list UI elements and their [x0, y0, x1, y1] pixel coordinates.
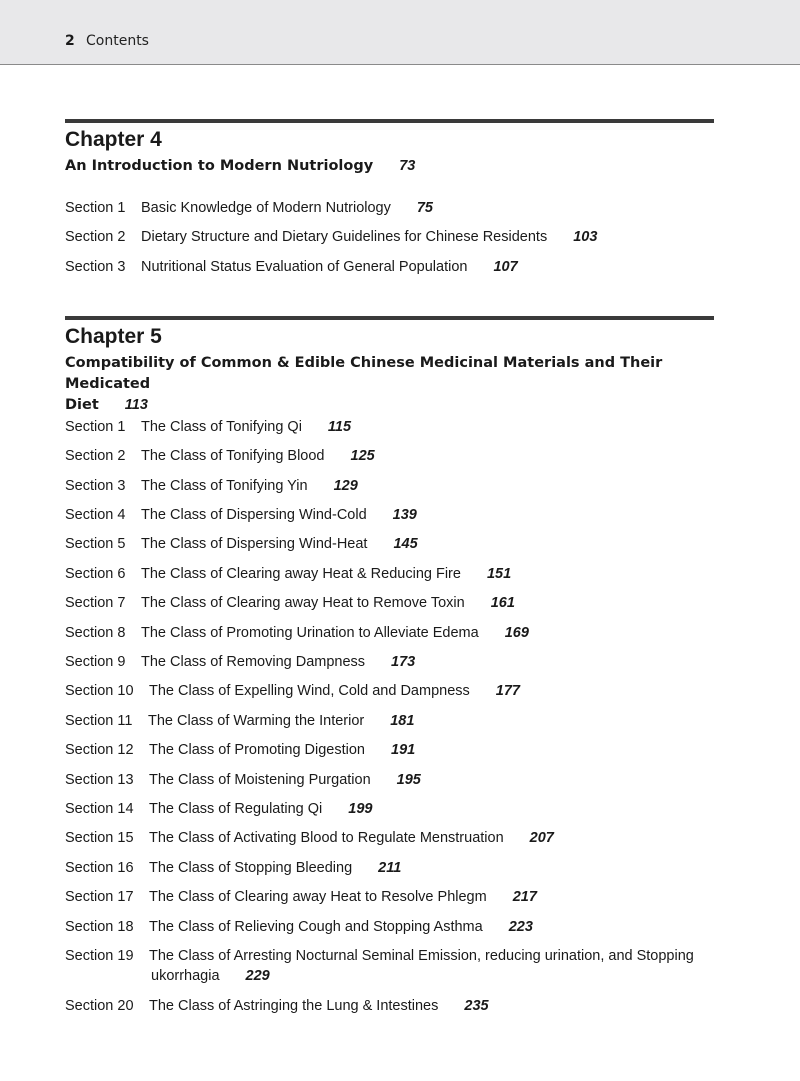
section-page: 75 [416, 200, 433, 216]
section-page: 217 [512, 889, 537, 905]
toc-entry[interactable] [65, 476, 358, 496]
page-number: 2 [65, 33, 75, 49]
toc-entry[interactable] [65, 770, 421, 790]
section-title: The Class of Clearing away Heat to Remove Toxin [141, 595, 465, 611]
section-title: The Class of Tonifying Qi [141, 419, 302, 435]
running-header [0, 0, 800, 65]
section-page: 181 [390, 713, 415, 729]
toc-entry[interactable] [65, 623, 529, 643]
section-label: Section 2 [65, 448, 126, 464]
running-header-title: Contents [86, 33, 149, 49]
toc-entry[interactable] [65, 417, 351, 437]
toc-entry[interactable] [65, 917, 533, 937]
section-label: Section 17 [65, 889, 134, 905]
section-label: Section 18 [65, 919, 134, 935]
section-title: The Class of Tonifying Blood [141, 448, 325, 464]
section-page: 235 [464, 998, 489, 1014]
section-label: Section 13 [65, 772, 134, 788]
chapter-title: Chapter 5 [65, 325, 162, 348]
section-label: Section 12 [65, 742, 134, 758]
section-title: The Class of Dispersing Wind-Heat [141, 536, 368, 552]
chapter-title: Chapter 4 [65, 128, 162, 151]
section-title-line2: ukorrhagia [151, 968, 220, 984]
section-label: Section 2 [65, 229, 126, 245]
toc-entry[interactable] [65, 858, 401, 878]
section-label: Section 1 [65, 419, 126, 435]
section-title: The Class of Promoting Digestion [149, 742, 365, 758]
section-page: 173 [391, 654, 416, 670]
section-page: 207 [529, 830, 554, 846]
toc-entry[interactable] [65, 996, 489, 1016]
chapter-4-heading [65, 119, 714, 177]
section-page: 139 [392, 507, 417, 523]
section-page: 223 [508, 919, 533, 935]
toc-entry[interactable] [65, 198, 433, 218]
section-label: Section 7 [65, 595, 126, 611]
section-page: 115 [327, 419, 352, 435]
chapter-subtitle-line2: Diet [65, 397, 99, 413]
toc-entry[interactable] [65, 946, 694, 986]
chapter-subtitle [65, 156, 714, 177]
chapter-subtitle-line1: Compatibility of Common & Edible Chinese Medicinal Materials and Their Medicated [65, 355, 663, 392]
section-page: 169 [504, 625, 529, 641]
toc-entry[interactable] [65, 593, 515, 613]
section-label: Section 3 [65, 259, 126, 275]
section-title-line1: The Class of Arresting Nocturnal Seminal Emission, reducing urination, and Stopping [149, 948, 694, 964]
section-page: 129 [333, 478, 358, 494]
chapter-subtitle-text: An Introduction to Modern Nutriology [65, 158, 374, 174]
section-page: 191 [391, 742, 416, 758]
section-page: 195 [396, 772, 421, 788]
toc-entry[interactable] [65, 681, 520, 701]
section-title: The Class of Dispersing Wind-Cold [141, 507, 367, 523]
toc-entry[interactable] [65, 227, 597, 247]
section-title: The Class of Clearing away Heat to Resolve Phlegm [149, 889, 487, 905]
toc-entry[interactable] [65, 711, 414, 731]
section-title: The Class of Clearing away Heat & Reducing Fire [141, 566, 461, 582]
section-label: Section 9 [65, 654, 126, 670]
section-label: Section 11 [65, 713, 133, 729]
toc-entry[interactable] [65, 652, 415, 672]
section-title: The Class of Removing Dampness [141, 654, 366, 670]
chapter-subtitle [65, 353, 714, 416]
toc-entry[interactable] [65, 564, 511, 584]
toc-entry[interactable] [65, 446, 375, 466]
chapter-5-heading [65, 316, 714, 416]
section-label: Section 1 [65, 200, 126, 216]
section-label: Section 15 [65, 830, 134, 846]
section-title: Basic Knowledge of Modern Nutriology [141, 200, 391, 216]
chapter-page: 113 [124, 397, 148, 413]
chapter-rule [65, 119, 714, 123]
section-label: Section 4 [65, 507, 126, 523]
toc-entry[interactable] [65, 257, 518, 277]
section-label: Section 6 [65, 566, 126, 582]
section-title: The Class of Regulating Qi [149, 801, 323, 817]
section-label: Section 16 [65, 860, 134, 876]
section-page: 211 [378, 860, 402, 876]
chapter-rule [65, 316, 714, 320]
chapter-page: 73 [399, 158, 416, 174]
section-label: Section 10 [65, 683, 134, 699]
section-label: Section 5 [65, 536, 126, 552]
section-page: 199 [348, 801, 373, 817]
section-page: 145 [393, 536, 418, 552]
toc-entry[interactable] [65, 828, 554, 848]
section-title: The Class of Tonifying Yin [141, 478, 308, 494]
section-title: The Class of Stopping Bleeding [149, 860, 353, 876]
section-title: The Class of Expelling Wind, Cold and Dampness [149, 683, 470, 699]
section-title: The Class of Promoting Urination to Alleviate Edema [141, 625, 479, 641]
toc-entry[interactable] [65, 887, 537, 907]
section-title: The Class of Relieving Cough and Stopping Asthma [149, 919, 483, 935]
section-page: 107 [493, 259, 518, 275]
toc-entry[interactable] [65, 799, 372, 819]
section-title-continuation [151, 966, 694, 986]
section-page: 151 [486, 566, 512, 582]
section-label: Section 8 [65, 625, 126, 641]
section-label: Section 19 [65, 948, 134, 964]
section-title: The Class of Warming the Interior [148, 713, 365, 729]
section-label: Section 20 [65, 998, 134, 1014]
section-page: 161 [490, 595, 515, 611]
section-title: Nutritional Status Evaluation of General Population [141, 259, 468, 275]
section-page: 103 [573, 229, 598, 245]
section-label: Section 3 [65, 478, 126, 494]
toc-entry[interactable] [65, 534, 418, 554]
section-title: The Class of Moistening Purgation [149, 772, 371, 788]
section-page: 229 [245, 968, 270, 984]
section-page: 125 [350, 448, 375, 464]
toc-entry[interactable] [65, 740, 415, 760]
section-label: Section 14 [65, 801, 134, 817]
section-title: The Class of Astringing the Lung & Intestines [149, 998, 439, 1014]
toc-entry[interactable] [65, 505, 417, 525]
section-title: The Class of Activating Blood to Regulate Menstruation [149, 830, 504, 846]
section-title: Dietary Structure and Dietary Guidelines for Chinese Residents [141, 229, 548, 245]
section-page: 177 [495, 683, 520, 699]
